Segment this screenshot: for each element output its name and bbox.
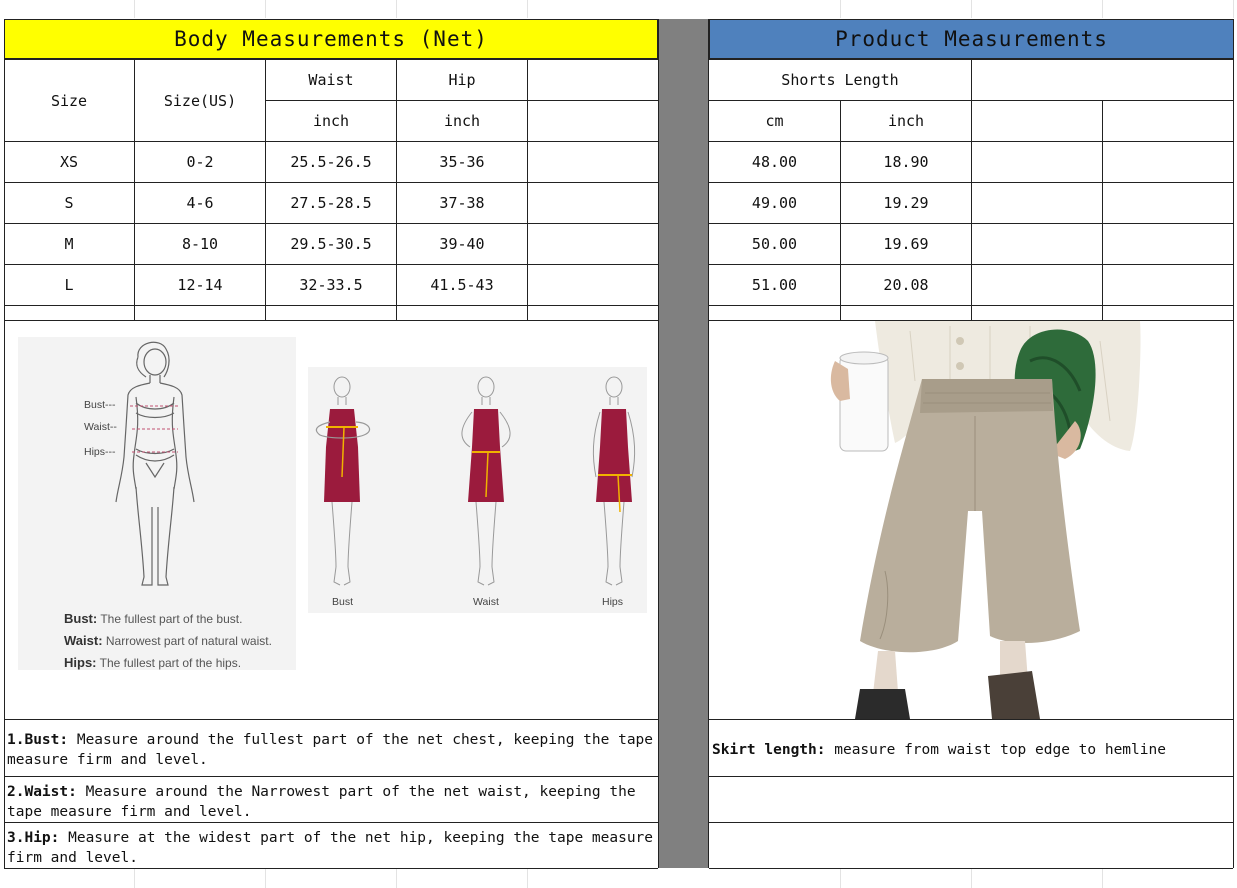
cell-size: XS bbox=[59, 153, 79, 171]
skirt-length-text: measure from waist top edge to hemline bbox=[825, 742, 1166, 758]
cell-size: L bbox=[64, 276, 74, 294]
skirt-length-label: Skirt length: bbox=[712, 742, 826, 758]
bust-instruction-text: Measure around the fullest part of the net chest, keeping the tape measure firm and level. bbox=[7, 732, 654, 768]
hips-marker-label: Hips--- bbox=[84, 446, 116, 458]
body-measurements-header: Body Measurements (Net) bbox=[4, 19, 658, 59]
skirt-length-instruction bbox=[709, 738, 1231, 762]
dress-measure-figure bbox=[308, 367, 647, 613]
cell-length-inch: 19.69 bbox=[883, 235, 929, 253]
waist-instruction-label: 2.Waist: bbox=[7, 784, 77, 800]
bust-definition-term: Bust: bbox=[64, 611, 98, 626]
cell-size-us: 12-14 bbox=[177, 276, 223, 294]
cell-waist: 27.5-28.5 bbox=[290, 194, 372, 212]
header-waist-unit: inch bbox=[312, 112, 350, 130]
hip-instruction-label: 3.Hip: bbox=[7, 830, 60, 846]
bust-definition bbox=[64, 611, 242, 626]
body-outline-illustration bbox=[18, 337, 296, 597]
cell-length-cm: 49.00 bbox=[751, 194, 798, 212]
header-shorts-length: Shorts Length bbox=[781, 71, 899, 89]
cell-length-inch: 18.90 bbox=[883, 153, 929, 171]
cell-length-inch: 19.29 bbox=[883, 194, 929, 212]
header-cm: cm bbox=[765, 112, 784, 130]
shorts-product-photo bbox=[710, 321, 1233, 719]
hips-definition-text: The fullest part of the hips. bbox=[99, 656, 242, 670]
cell-waist: 29.5-30.5 bbox=[290, 235, 372, 253]
cell-hip: 37-38 bbox=[439, 194, 485, 212]
cell-size: S bbox=[64, 194, 74, 212]
body-measure-figure bbox=[18, 337, 296, 670]
cell-hip: 35-36 bbox=[439, 153, 485, 171]
cell-length-cm: 51.00 bbox=[751, 276, 798, 294]
bust-instruction bbox=[4, 728, 656, 772]
cell-hip: 39-40 bbox=[439, 235, 485, 253]
waist-caption: Waist bbox=[473, 596, 499, 608]
cell-waist: 32-33.5 bbox=[299, 276, 363, 294]
hips-definition bbox=[64, 655, 241, 670]
header-waist: Waist bbox=[308, 71, 354, 89]
bust-caption: Bust bbox=[332, 596, 354, 608]
hip-instruction bbox=[4, 826, 656, 870]
product-measurements-header: Product Measurements bbox=[709, 19, 1234, 59]
cell-length-inch: 20.08 bbox=[883, 276, 929, 294]
bust-marker-label: Bust--- bbox=[84, 399, 116, 411]
hips-caption: Hips bbox=[602, 596, 624, 608]
header-size: Size bbox=[50, 91, 88, 110]
bust-instruction-label: 1.Bust: bbox=[7, 732, 69, 748]
cell-length-cm: 50.00 bbox=[751, 235, 798, 253]
cell-size-us: 4-6 bbox=[186, 194, 214, 212]
header-inch: inch bbox=[887, 112, 925, 130]
hips-definition-term: Hips: bbox=[64, 655, 97, 670]
hip-instruction-text: Measure at the widest part of the net hip, keeping the tape measure firm and level. bbox=[7, 830, 654, 866]
cell-length-cm: 48.00 bbox=[751, 153, 798, 171]
cell-waist: 25.5-26.5 bbox=[290, 153, 372, 171]
cell-hip: 41.5-43 bbox=[430, 276, 494, 294]
bust-definition-text: The fullest part of the bust. bbox=[100, 612, 243, 626]
header-hip: Hip bbox=[448, 71, 476, 89]
waist-marker-label: Waist-- bbox=[84, 421, 117, 433]
waist-definition bbox=[64, 633, 272, 648]
waist-instruction-text: Measure around the Narrowest part of the net waist, keeping the tape measure firm and level. bbox=[7, 784, 636, 820]
dress-figures-illustration bbox=[308, 367, 647, 597]
cell-size-us: 0-2 bbox=[186, 153, 214, 171]
header-size-us: Size(US) bbox=[163, 91, 237, 110]
header-hip-unit: inch bbox=[443, 112, 481, 130]
waist-definition-term: Waist: bbox=[64, 633, 103, 648]
cell-size-us: 8-10 bbox=[181, 235, 219, 253]
waist-instruction bbox=[4, 780, 656, 824]
cell-size: M bbox=[64, 235, 74, 253]
waist-definition-text: Narrowest part of natural waist. bbox=[105, 634, 272, 648]
